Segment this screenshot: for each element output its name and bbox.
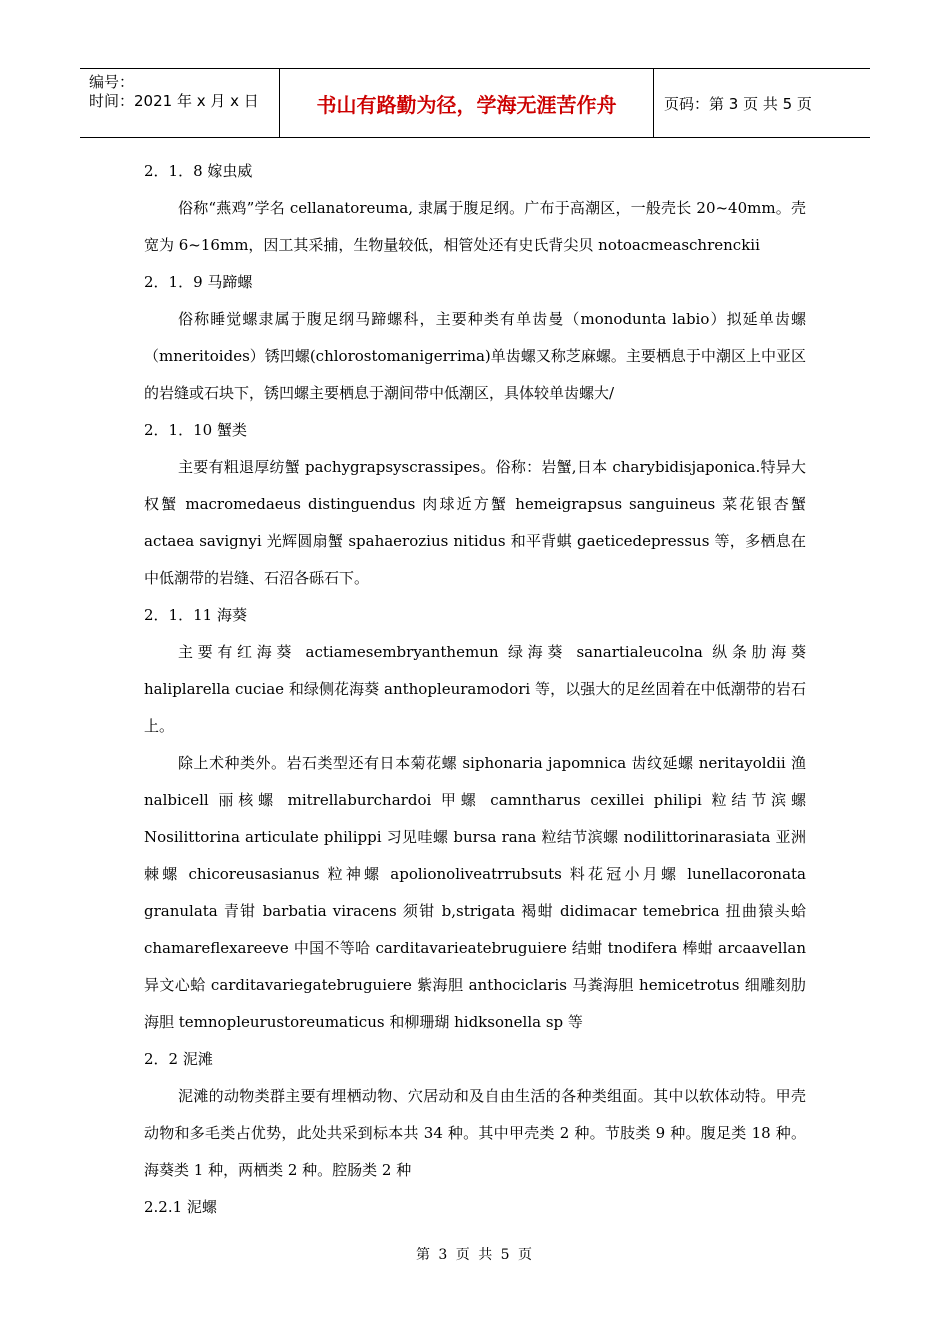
page-footer: 第 3 页 共 5 页 [415, 1247, 535, 1263]
paragraph: 主要有粗退厚纺蟹 pachygrapsyscrassipes。俗称：岩蟹,日本 charybidisjaponica.特异大权蟹 macromedaeus distinguendus 肉球近方蟹 hemeigrapsus sanguineus 菜花银杏蟹 actaea savignyi 光辉圆扇蟹 spahaerozius nitidus 和平背蜞 gaeticedepressus 等，多栖息在中低潮带的岩缝、石沼各砾石下。 [144, 458, 806, 587]
section-heading: 2．1．10 蟹类 [144, 421, 247, 439]
time-line: 时间：2021 年 x 月 x 日 [89, 92, 259, 110]
paragraph: 俗称睡觉螺隶属于腹足纲马蹄螺科，主要种类有单齿曼（monodunta labio）拟延单齿螺（mneritoides）锈凹螺(chlorostomanigerrima)单齿螺又称芝麻螺。主要栖息于中潮区上中亚区的岩缝或石块下，锈凹螺主要栖息于潮间带中低潮区，具体较单齿螺大/ [144, 310, 806, 402]
header-page-info: 页码：第 3 页 共 5 页 [664, 94, 812, 113]
header-meta [80, 69, 280, 137]
number-label: 编号： [89, 73, 135, 91]
section-heading: 2．2 泥滩 [144, 1050, 213, 1068]
section-heading: 2．1．9 马蹄螺 [144, 273, 253, 291]
page-header [80, 68, 870, 138]
paragraph: 主要有红海葵 actiamesembryanthemun 绿海葵 sanartialeucolna 纵条肋海葵 haliplarella cuciae 和绿侧花海葵 anthopleuramodori 等，以强大的足丝固着在中低潮带的岩石上。 [144, 643, 806, 735]
paragraph: 俗称“燕鸡”学名 cellanatoreuma, 隶属于腹足纲。广布于高潮区，一般壳长 20~40mm。壳宽为 6~16mm，因工其采捕，生物量较低，相管处还有史氏背尖贝 notoacmeaschrenckii [144, 199, 806, 254]
section-heading: 2．1．11 海葵 [144, 606, 247, 624]
document-body [144, 153, 806, 1226]
paragraph: 泥滩的动物类群主要有埋栖动物、穴居动和及自由生活的各种类组面。其中以软体动特。甲壳动物和多毛类占优势，此处共采到标本共 34 种。其中甲壳类 2 种。节肢类 9 种。腹足类 18 种。海葵类 1 种，两栖类 2 种。腔肠类 2 种 [144, 1087, 806, 1179]
header-motto: 书山有路勤为径，学海无涯苦作舟 [280, 69, 654, 137]
section-heading: 2.2.1 泥螺 [144, 1198, 217, 1216]
section-heading: 2．1．8 嫁虫威 [144, 162, 253, 180]
paragraph: 除上术种类外。岩石类型还有日本菊花螺 siphonaria japomnica 齿纹延螺 neritayoldii 渔 nalbicell 丽核螺 mitrellaburchardoi 甲螺 camntharus cexillei philipi 粒结节滨螺 Nosilittorina articulate philippi 习见哇螺 bursa rana 粒结节滨螺 nodilittorinarasiata 亚洲棘螺 chicoreusasianus 粒神螺 apolionoliveatrrubsuts 料花冠小月螺 lunellacoronata granulata 青钳 barbatia viracens 须钳 b,strigata 褐蚶 didimacar temebrica 扭曲猿头蛤 chamareflexareeve 中国不等哈 carditavarieatebruguiere 结蚶 tnodifera 棒蚶 arcaavellan 异文心蛤 carditavariegatebruguiere 紫海胆 anthociclaris 马粪海胆 hemicetrotus 细雕刻肋海胆 temnopleurustoreumaticus 和柳珊瑚 hidksonella sp 等 [144, 754, 806, 1031]
